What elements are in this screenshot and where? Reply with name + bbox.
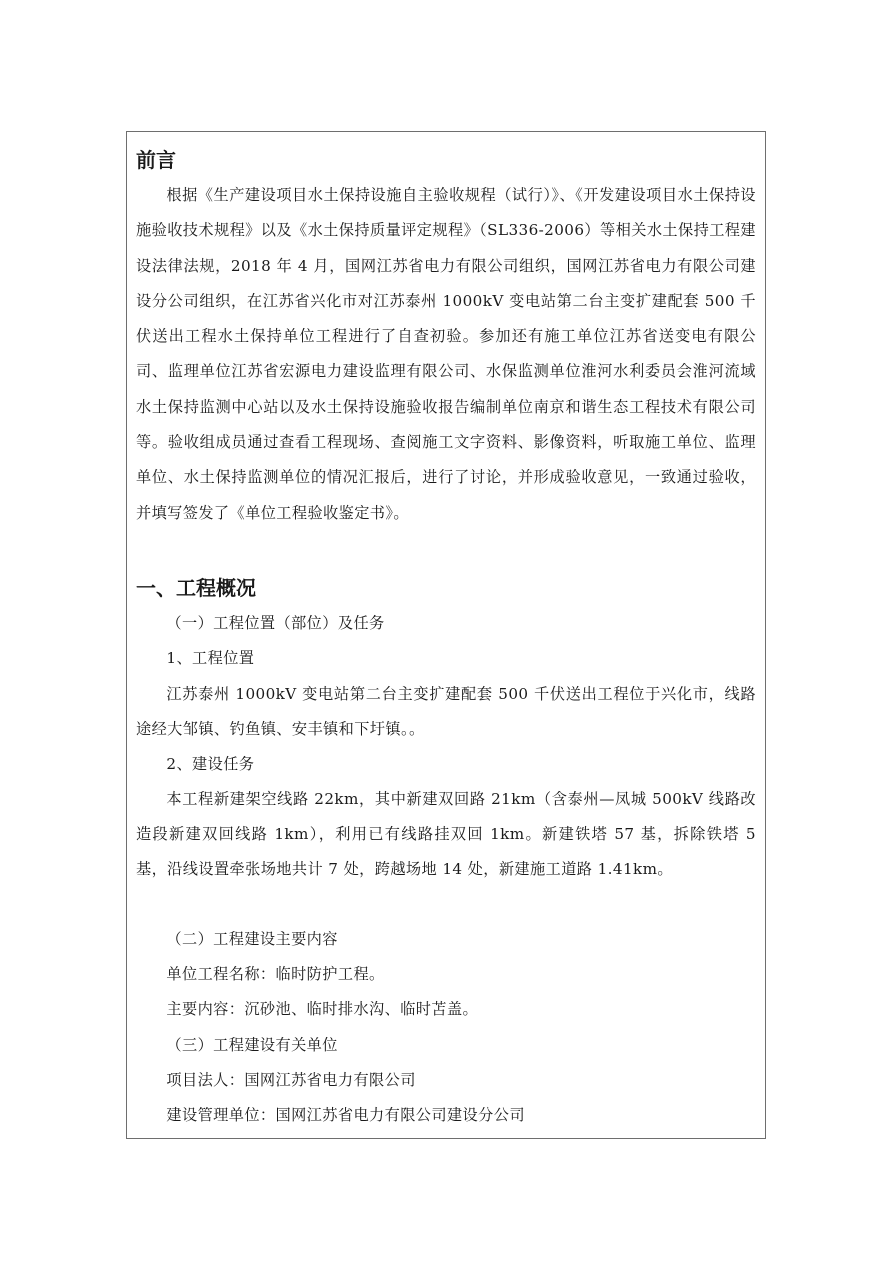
subsection-units-heading: （三）工程建设有关单位	[166, 1035, 338, 1054]
preface-paragraph: 根据《生产建设项目水土保持设施自主验收规程（试行）》、《开发建设项目水土保持设施验收技术规程》以及《水土保持质量评定规程》（SL336-2006）等相关水土保持工程建设法律法规，2018 年 4 月，国网江苏省电力有限公司组织，国网江苏省电力有限公司建设分公司组织，在江苏省兴化市对江苏泰州 1000kV 变电站第二台主变扩建配套 500 千伏送出工程水土保持单位工程进行了自查初验。参加还有施工单位江苏省送变电有限公司、监理单位江苏省宏源电力建设监理有限公司、水保监测单位淮河水利委员会淮河流域水土保持监测中心站以及水土保持设施验收报告编制单位南京和谐生态工程技术有限公司等。验收组成员通过查看工程现场、查阅施工文字资料、影像资料，听取施工单位、监理单位、水土保持监测单位的情况汇报后，进行了讨论，并形成验收意见，一致通过验收，并填写签发了《单位工程验收鉴定书》。	[136, 186, 756, 522]
construction-management-unit: 建设管理单位：国网江苏省电力有限公司建设分公司	[166, 1106, 525, 1125]
item-location-title: 1、工程位置	[166, 649, 255, 668]
preface-heading: 前言	[136, 148, 176, 172]
subsection-location-heading: （一）工程位置（部位）及任务	[166, 614, 385, 632]
item-location-body: 江苏泰州 1000kV 变电站第二台主变扩建配套 500 千伏送出工程位于兴化市，线路途经大邹镇、钓鱼镇、安丰镇和下圩镇。。	[136, 684, 756, 738]
subsection-content-heading: （二）工程建设主要内容	[166, 929, 338, 948]
item-tasks-body: 本工程新建架空线路 22km，其中新建双回路 21km（含泰州—凤城 500kV 线路改造段新建双回线路 1km），利用已有线路挂双回 1km。新建铁塔 57 基，拆除铁塔 5 基，沿线设置牵张场地共计 7 处，跨越场地 14 处，新建施工道路 1.41km。	[136, 789, 756, 879]
document-frame	[126, 131, 766, 1139]
item-tasks-title: 2、建设任务	[166, 754, 255, 773]
main-content: 主要内容：沉砂池、临时排水沟、临时苫盖。	[166, 1000, 479, 1019]
project-legal-person: 项目法人：国网江苏省电力有限公司	[166, 1071, 416, 1090]
unit-project-name: 单位工程名称：临时防护工程。	[166, 965, 385, 984]
overview-heading: 一、工程概况	[136, 576, 256, 600]
